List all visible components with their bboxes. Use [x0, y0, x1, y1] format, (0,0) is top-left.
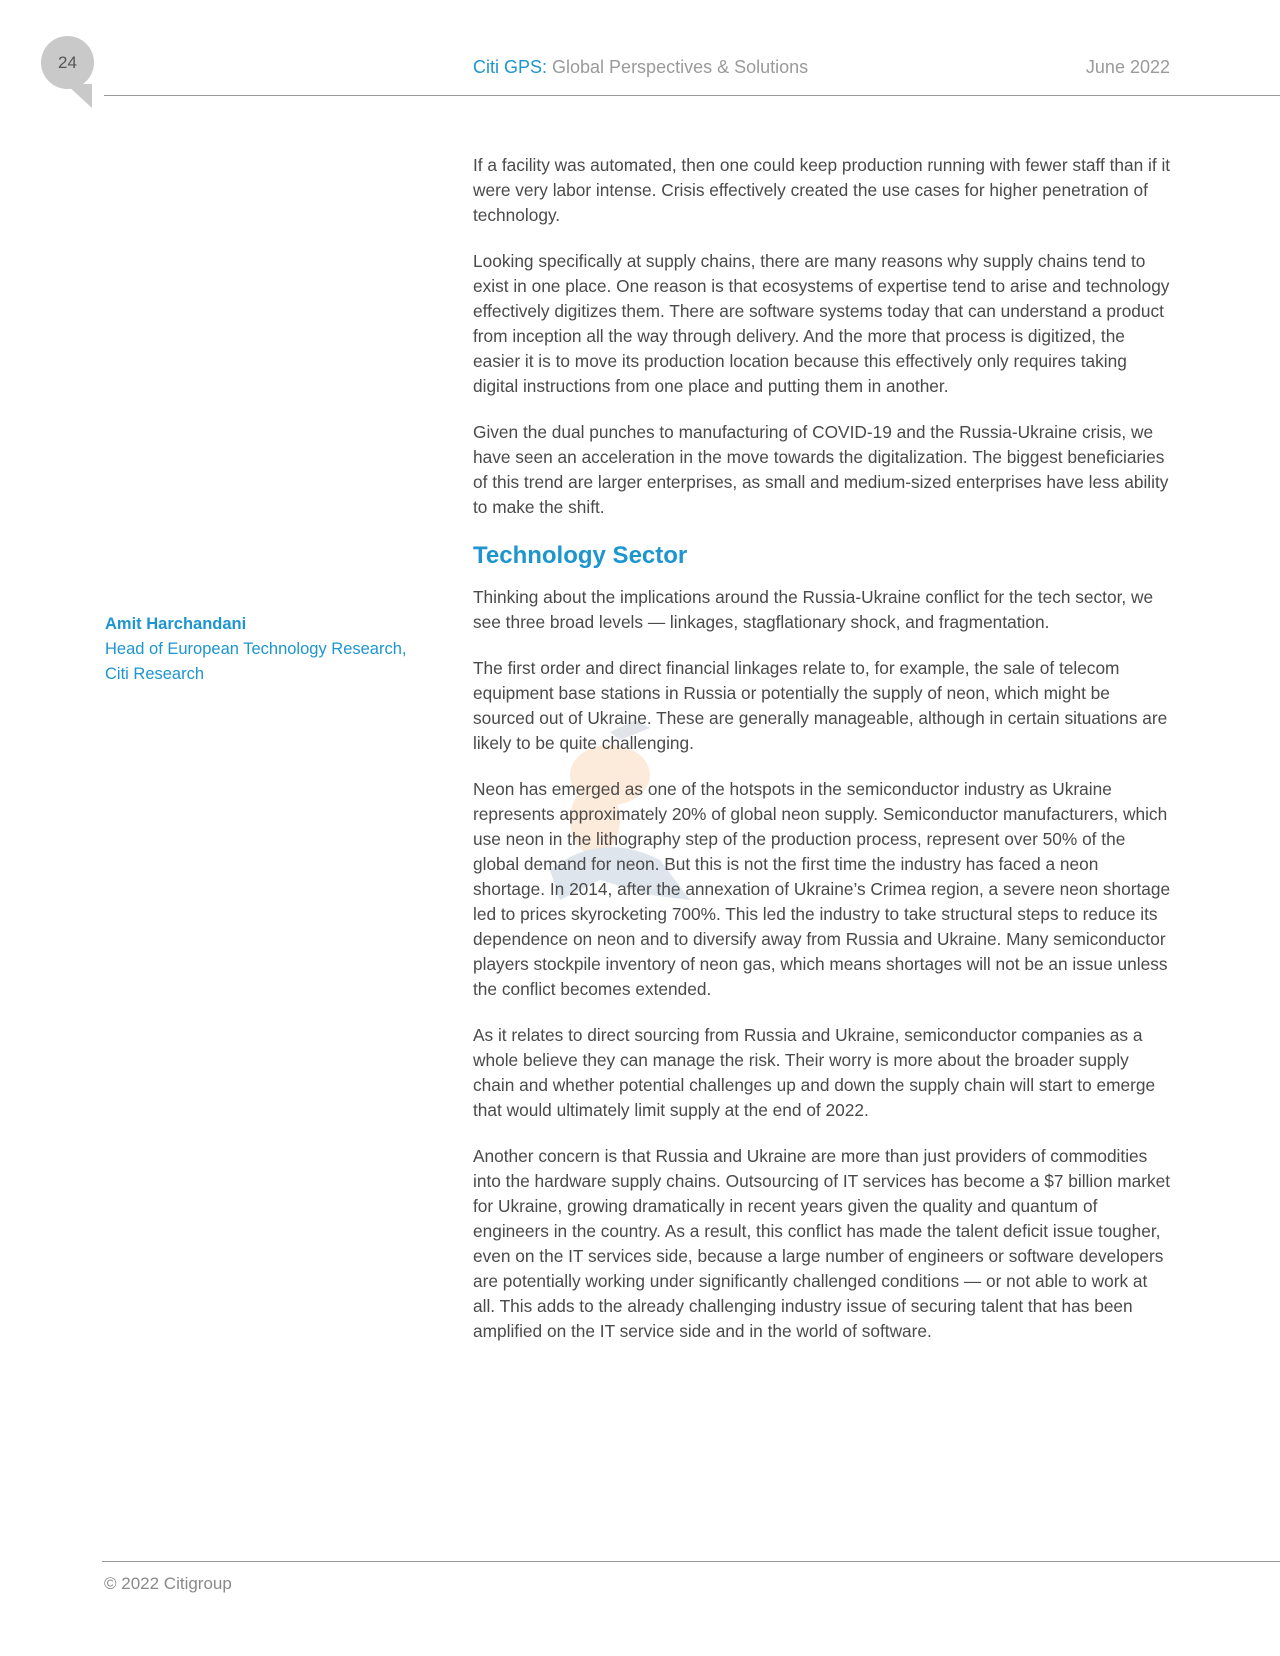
page-number-badge: 24 [41, 36, 94, 89]
paragraph: As it relates to direct sourcing from Russia and Ukraine, semiconductor companies as a whole believe they can manage the risk. Their worry is more about the broader supply chain and whether potential challenges up and down the supply chain will start to emerge that would ultimately limit supply at the end of 2022. [473, 1025, 1156, 1120]
paragraph: Neon has emerged as one of the hotspots in the semiconductor industry as Ukraine represents approximately 20% of global neon supply. Semiconductor manufacturers, which use neon in the lithography step of the production process, represent over 50% of the global demand for neon. But this is not the first time the industry has faced a neon shortage. In 2014, after the annexation of Ukraine’s Crimea region, a severe neon shortage led to prices skyrocketing 700%. This led the industry to take structural steps to reduce its dependence on neon and to diversify away from Russia and Ukraine. Many semiconductor players stockpile inventory of neon gas, which means shortages will not be an issue unless the conflict becomes extended. [473, 779, 1171, 999]
paragraph: If a facility was automated, then one could keep production running with fewer staff than if it were very labor intense. Crisis effectively created the use cases for higher penetration of technology. [473, 155, 1171, 225]
author-name: Amit Harchandani [105, 615, 247, 633]
page-badge-tail [66, 84, 92, 108]
author-org: Citi Research [105, 665, 205, 683]
paragraph: Looking specifically at supply chains, there are many reasons why supply chains tend to exist in one place. One reason is that ecosystems of expertise tend to arise and technology effectively digitizes them. There are software systems today that can understand a product from inception all the way through delivery. And the more that process is digitized, the easier it is to move its production location because this effectively only requires taking digital instructions from one place and putting them in another. [473, 251, 1170, 396]
header-title [473, 57, 808, 78]
header-subtitle: Global Perspectives & Solutions [547, 57, 809, 77]
paragraph: Thinking about the implications around the Russia-Ukraine conflict for the tech sector, we see three broad levels — linkages, stagflationary shock, and fragmentation. [473, 587, 1154, 632]
header-brand: Citi GPS: [473, 57, 548, 77]
paragraph: Another concern is that Russia and Ukraine are more than just providers of commodities into the hardware supply chains. Outsourcing of IT services has become a $7 billion market for Ukraine, growing dramatically in recent years given the quality and quantum of engineers in the country. As a result, this conflict has made the talent deficit issue tougher, even on the IT services side, because a large number of engineers or software developers are potentially working under significantly challenged conditions — or not able to work at all. This adds to the already challenging industry issue of securing talent that has been amplified on the IT service side and in the world of software. [473, 1146, 1171, 1341]
paragraph: The first order and direct financial linkages relate to, for example, the sale of telecom equipment base stations in Russia or potentially the supply of neon, which might be sourced out of Ukraine. These are generally manageable, although in certain situations are likely to be quite challenging. [473, 658, 1168, 753]
section-heading: Technology Sector [473, 542, 688, 569]
paragraph: Given the dual punches to manufacturing of COVID-19 and the Russia-Ukraine crisis, we have seen an acceleration in the move towards the digitalization. The biggest beneficiaries of this trend are larger enterprises, as small and medium-sized enterprises have less ability to make the shift. [473, 422, 1169, 517]
header-date: June 2022 [1085, 57, 1170, 77]
author-sidebar [105, 612, 435, 687]
footer-copyright: © 2022 Citigroup [104, 1574, 232, 1593]
header-divider [104, 95, 1280, 96]
author-role: Head of European Technology Research, [105, 640, 407, 658]
footer-divider [102, 1561, 1280, 1562]
article-body [473, 153, 1173, 1365]
